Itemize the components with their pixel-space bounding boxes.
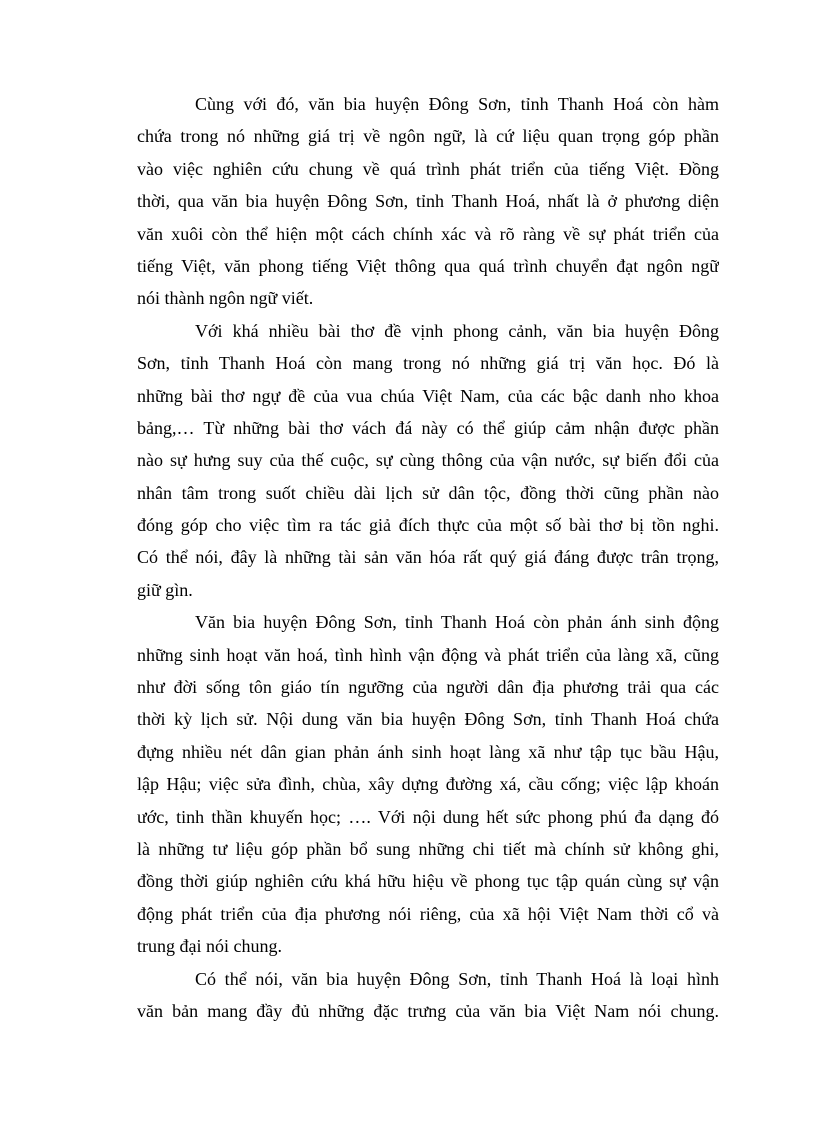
text-line: đóng góp cho việc tìm ra tác giả đích thực của một số bài thơ bị tồn nghi. xyxy=(137,515,719,536)
text-line: vào việc nghiên cứu chung về quá trình phát triển của tiếng Việt. Đồng xyxy=(137,158,719,179)
text-line: như đời sống tôn giáo tín ngưỡng của người dân địa phương trải qua các xyxy=(137,677,719,698)
text-line: lập Hậu; việc sửa đình, chùa, xây dựng đường xá, cầu cống; việc lập khoán xyxy=(137,774,719,795)
text-line: động phát triển của địa phương nói riêng, của xã hội Việt Nam thời cổ và xyxy=(137,903,719,924)
text-line: văn xuôi còn thể hiện một cách chính xác và rõ ràng về sự phát triển của xyxy=(137,223,719,244)
text-line: đồng thời giúp nghiên cứu khá hữu hiệu về phong tục tập quán cùng sự vận xyxy=(137,871,719,892)
text-line: ước, tinh thần khuyến học; …. Với nội dung hết sức phong phú đa dạng đó xyxy=(137,806,719,827)
text-line: là những tư liệu góp phần bổ sung những chi tiết mà chính sử không ghi, xyxy=(137,838,719,859)
text-line: những sinh hoạt văn hoá, tình hình vận động và phát triển của làng xã, cũng xyxy=(137,644,719,665)
text-line: giữ gìn. xyxy=(137,579,193,600)
text-line: văn bản mang đầy đủ những đặc trưng của văn bia Việt Nam nói chung. xyxy=(137,1000,719,1021)
document-page xyxy=(137,88,719,1027)
text-line: nhân tâm trong suốt chiều dài lịch sử dân tộc, đồng thời cũng phần nào xyxy=(137,482,719,503)
text-line: Văn bia huyện Đông Sơn, tỉnh Thanh Hoá còn phản ánh sinh động xyxy=(195,612,719,633)
text-line: thời kỳ lịch sử. Nội dung văn bia huyện Đông Sơn, tỉnh Thanh Hoá chứa xyxy=(137,709,719,730)
text-line: Có thể nói, văn bia huyện Đông Sơn, tỉnh Thanh Hoá là loại hình xyxy=(195,968,719,989)
text-line: Sơn, tỉnh Thanh Hoá còn mang trong nó những giá trị văn học. Đó là xyxy=(137,353,719,374)
text-line: chứa trong nó những giá trị về ngôn ngữ, là cứ liệu quan trọng góp phần xyxy=(137,126,719,147)
text-line: Với khá nhiều bài thơ đề vịnh phong cảnh, văn bia huyện Đông xyxy=(195,320,719,341)
text-line: nào sự hưng suy của thế cuộc, sự cùng thông của vận nước, sự biến đổi của xyxy=(137,450,719,471)
text-line: trung đại nói chung. xyxy=(137,936,282,957)
text-line: Có thể nói, đây là những tài sản văn hóa rất quý giá đáng được trân trọng, xyxy=(137,547,719,568)
paragraph-3 xyxy=(137,606,719,962)
paragraph-1 xyxy=(137,88,719,315)
text-line: những bài thơ ngự đề của vua chúa Việt Nam, của các bậc danh nho khoa xyxy=(137,385,719,406)
text-line: nói thành ngôn ngữ viết. xyxy=(137,288,314,309)
text-line: đựng nhiều nét dân gian phản ánh sinh hoạt làng xã như tập tục bầu Hậu, xyxy=(137,741,719,762)
text-line: thời, qua văn bia huyện Đông Sơn, tỉnh Thanh Hoá, nhất là ở phương diện xyxy=(137,191,719,212)
text-line: tiếng Việt, văn phong tiếng Việt thông qua quá trình chuyển đạt ngôn ngữ xyxy=(137,255,719,276)
text-line: bảng,… Từ những bài thơ vách đá này có thể giúp cảm nhận được phần xyxy=(137,417,719,438)
paragraph-4 xyxy=(137,963,719,1028)
text-line: Cùng với đó, văn bia huyện Đông Sơn, tỉnh Thanh Hoá còn hàm xyxy=(195,94,719,114)
paragraph-2 xyxy=(137,315,719,607)
